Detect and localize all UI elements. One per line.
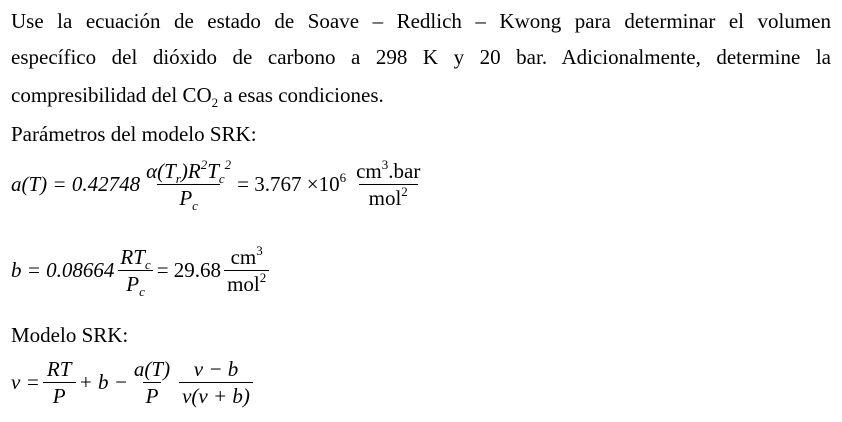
equation-a-lhs: a(T) = 0.42748	[11, 172, 141, 196]
equation-b-lhs: b = 0.08664	[11, 258, 115, 282]
equation-a-fraction	[143, 157, 234, 213]
params-heading: Parámetros del modelo SRK:	[11, 122, 257, 146]
equation-v-fraction-1: $\frac{RT}{P}$	[43, 358, 76, 407]
equation-v	[11, 358, 256, 407]
model-heading: Modelo SRK:	[11, 323, 129, 347]
problem-line-2: específico del dióxido de carbono a 298 K y 20 bar. Adicionalmente, determine la	[11, 45, 831, 69]
equation-b-result: = 29.68	[156, 258, 222, 282]
equation-v-fraction-3: $\frac{v - b}{v(v + b)}$	[179, 358, 253, 407]
problem-line-3: compresibilidad del $CO_2$ a esas condiciones.	[11, 83, 384, 110]
equation-b-units: $\frac{cm^3}{mol^2}$	[224, 246, 269, 295]
equation-v-fraction-2: $\frac{a(T)}{P}$	[133, 357, 171, 408]
equation-a	[11, 157, 426, 213]
equation-b	[11, 243, 272, 299]
equation-a-numerator: $\alpha(T_r)R^2T_c^2$	[146, 157, 232, 186]
equation-a-result: = $3.767 \times 10^6$	[237, 170, 347, 196]
co2-subscript: 2	[211, 95, 219, 110]
problem-line-1: Use la ecuación de estado de Soave – Redlich – Kwong para determinar el volumen	[11, 9, 831, 33]
equation-b-fraction: $\frac{RT_c}{P_c}$	[117, 246, 153, 295]
equation-v-middle: + b −	[78, 370, 128, 394]
equation-v-lhs: v =	[11, 370, 40, 394]
equation-a-units: $\frac{cm^3.bar}{mol^2}$	[356, 157, 421, 210]
equation-a-denominator: $P_c$	[157, 184, 220, 209]
